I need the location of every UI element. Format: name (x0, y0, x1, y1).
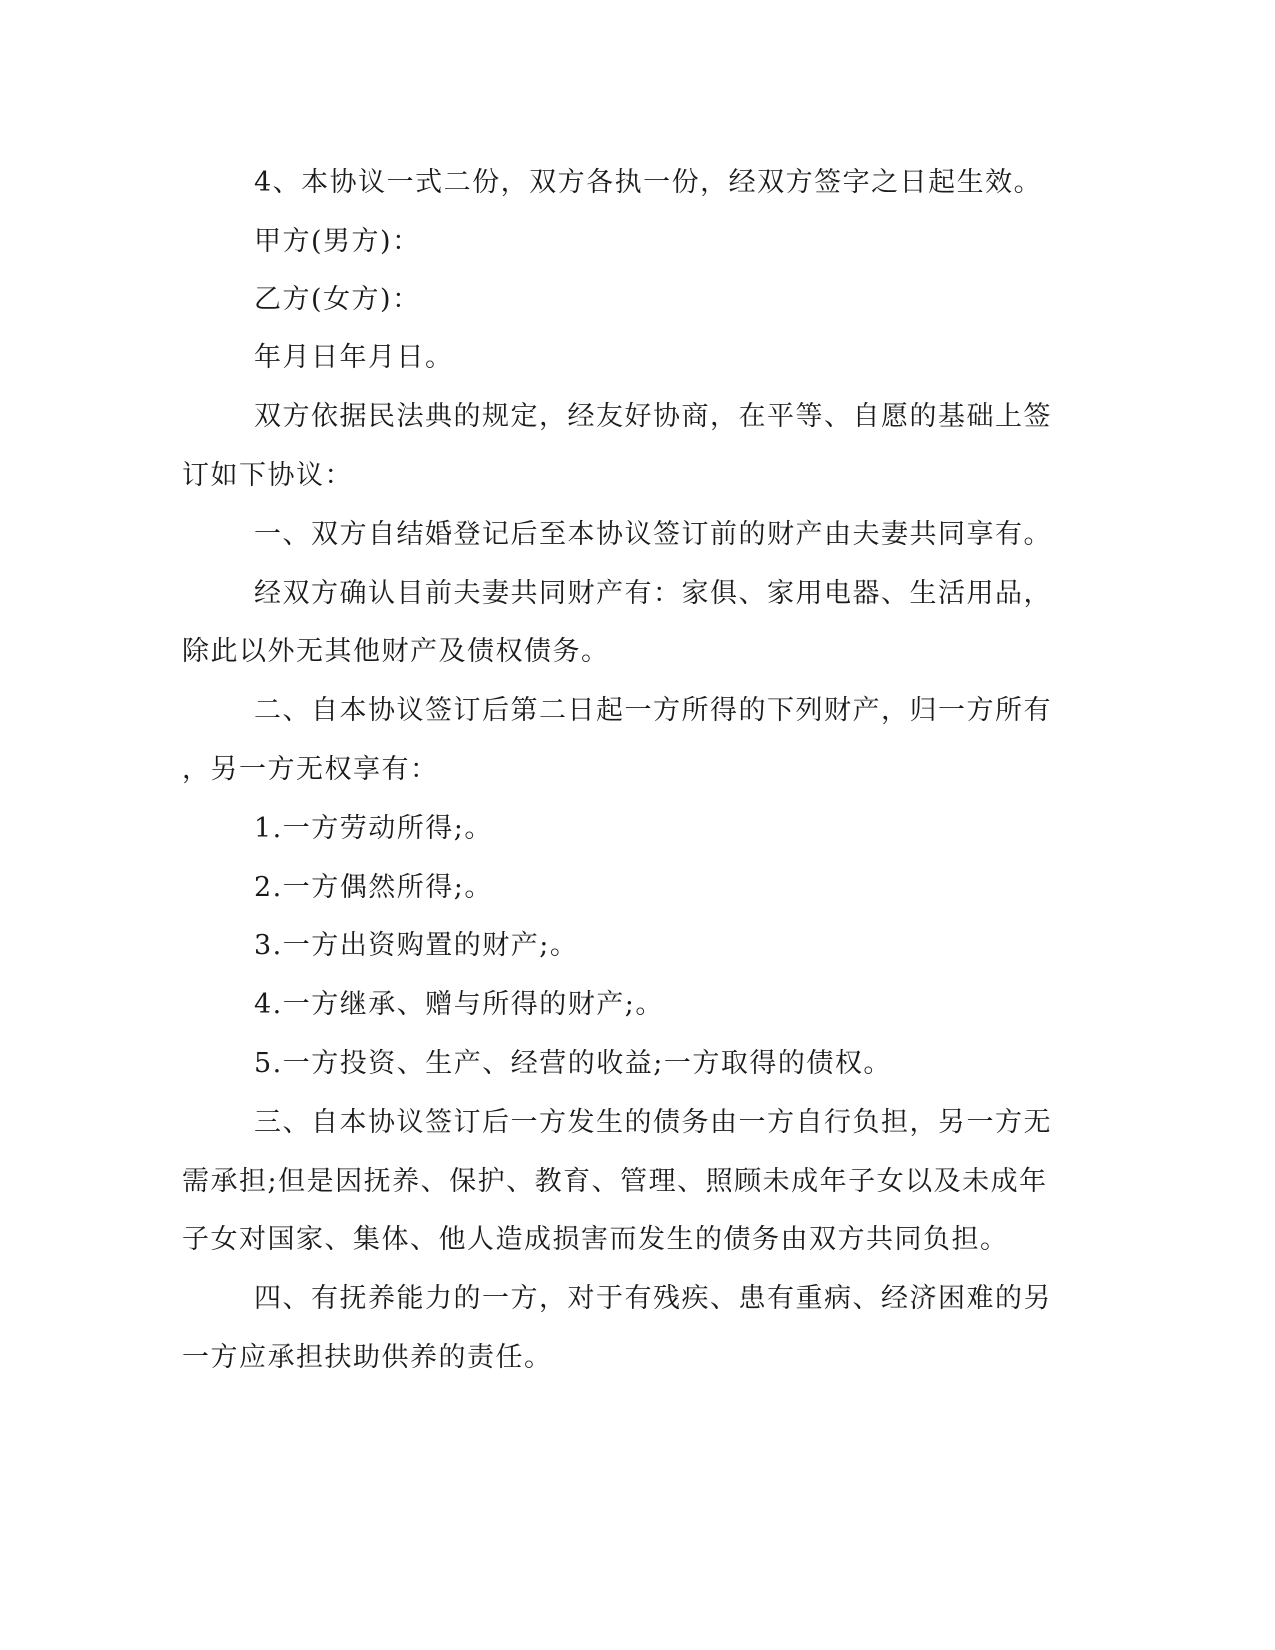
article-1-detail-line-2: 除此以外无其他财产及债权债务。 (182, 636, 610, 667)
article-2-item-3: 3.一方出资购置的财产;。 (254, 930, 579, 961)
article-2-item-2: 2.一方偶然所得;。 (254, 872, 493, 903)
article-2-item-1: 1.一方劳动所得;。 (254, 813, 493, 844)
party-b-label: 乙方(女方)： (254, 284, 421, 315)
article-2-item-5: 5.一方投资、生产、经营的收益;一方取得的债权。 (254, 1048, 892, 1079)
article-2-item-4: 4.一方继承、赠与所得的财产;。 (254, 989, 664, 1020)
article-2-line-1: 二、自本协议签订后第二日起一方所得的下列财产，归一方所有 (254, 695, 1052, 726)
article-1-detail-line-1: 经双方确认目前夫妻共同财产有：家俱、家用电器、生活用品， (254, 578, 1052, 609)
clause-4-effective: 4、本协议一式二份，双方各执一份，经双方签字之日起生效。 (254, 167, 1043, 198)
party-a-label: 甲方(男方)： (254, 226, 421, 257)
preamble-line-2: 订如下协议： (182, 460, 353, 491)
preamble-line-1: 双方依据民法典的规定，经友好协商，在平等、自愿的基础上签 (254, 401, 1052, 432)
article-4-line-2: 一方应承担扶助供养的责任。 (182, 1342, 553, 1373)
article-3-line-3: 子女对国家、集体、他人造成损害而发生的债务由双方共同负担。 (182, 1224, 1009, 1255)
article-1: 一、双方自结婚登记后至本协议签订前的财产由夫妻共同享有。 (254, 519, 1052, 550)
article-3-line-1: 三、自本协议签订后一方发生的债务由一方自行负担，另一方无 (254, 1107, 1052, 1138)
article-4-line-1: 四、有抚养能力的一方，对于有残疾、患有重病、经济困难的另 (254, 1283, 1052, 1314)
date-line: 年月日年月日。 (254, 342, 454, 373)
article-3-line-2: 需承担;但是因抚养、保护、教育、管理、照顾未成年子女以及未成年 (182, 1166, 1048, 1197)
article-2-line-2: ，另一方无权享有： (182, 754, 439, 785)
